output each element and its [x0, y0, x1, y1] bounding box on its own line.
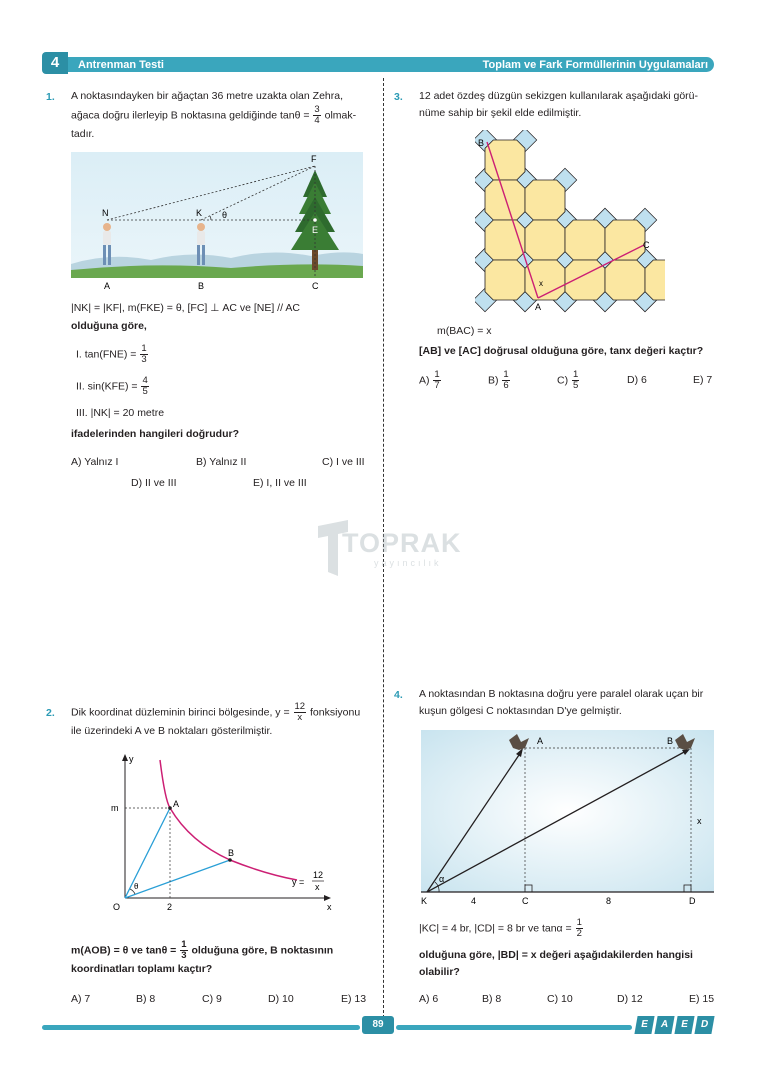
label-theta: θ: [222, 210, 228, 220]
octagon-tile: [485, 260, 525, 300]
label-n: N: [102, 208, 109, 218]
q2-option-b[interactable]: B) 8: [136, 993, 156, 1005]
label-y: y: [129, 754, 134, 764]
label-a: A: [535, 302, 542, 312]
q3-option-d[interactable]: D) 6: [627, 374, 647, 386]
label-o: O: [113, 902, 121, 912]
q3-number: 3.: [394, 91, 403, 103]
q3-question: [AB] ve [AC] doğrusal olduğuna göre, tanx değeri kaçtır?: [419, 345, 704, 357]
octagon-tile: [565, 260, 605, 300]
q1-option-c[interactable]: C) I ve III: [322, 456, 365, 468]
q1-option-b[interactable]: B) Yalnız II: [196, 456, 247, 468]
q1-given: |NK| = |KF|, m(FKE) = θ, [FC] ⊥ AC ve [NE] // AC: [71, 302, 300, 314]
label-e: E: [312, 225, 319, 235]
label-b: B: [198, 281, 205, 291]
footer-line-right: [396, 1025, 632, 1030]
answer-key-4: D: [694, 1016, 714, 1034]
octagon-tile: [525, 220, 565, 260]
y-axis-arrow-icon: [122, 754, 128, 761]
q2-question: m(AOB) = θ ve tanθ = $\frac{1}{3}$ olduğuna göre, B noktasının koordinatları toplamı kaçtır?: [71, 939, 334, 975]
q1-text-line1: A noktasındayken bir ağaçtan 36 metre uzakta olan Zehra,: [71, 90, 344, 102]
q2-text: Dik koordinat düzleminin birinci bölgesinde, y = $\frac{12}{x}$ fonksiyonu ile üzerindeki A ve B noktaları gösterilmiştir.: [71, 701, 361, 737]
label-four: 4: [471, 896, 477, 906]
q1-statement-1: I. tan(FNE) = $\frac{1}{3}$: [76, 343, 147, 365]
q1-option-a[interactable]: A) Yalnız I: [71, 456, 119, 468]
function-numerator: 12: [313, 870, 324, 880]
publisher-watermark: TOPRAK yayıncılık: [316, 518, 476, 578]
label-d: D: [689, 896, 696, 906]
answer-key-1: E: [634, 1016, 654, 1034]
label-k: K: [421, 896, 428, 906]
q4-number: 4.: [394, 689, 403, 701]
q2-option-a[interactable]: A) 7: [71, 993, 91, 1005]
q1-figure: [71, 152, 363, 292]
label-x: x: [697, 816, 702, 826]
x-axis-arrow-icon: [324, 895, 331, 901]
q2-figure: [105, 750, 345, 915]
q1-option-e[interactable]: E) I, II ve III: [253, 477, 307, 489]
label-b: B: [667, 736, 674, 746]
label-c: C: [312, 281, 319, 291]
label-eight: 8: [606, 896, 612, 906]
label-x: x: [327, 902, 332, 912]
point-a: [168, 806, 172, 810]
q4-option-b[interactable]: B) 8: [482, 993, 502, 1005]
label-c: C: [522, 896, 529, 906]
label-a: A: [537, 736, 544, 746]
page-number: 89: [362, 1016, 394, 1034]
label-a: A: [104, 281, 111, 291]
octagon-tile: [525, 180, 565, 220]
label-x: x: [539, 279, 543, 288]
test-number: 4: [42, 52, 68, 74]
q3-option-a[interactable]: A) $\frac{1}{7}$: [419, 369, 440, 391]
q1-statement-3: III. |NK| = 20 metre: [76, 407, 165, 419]
q1-option-d[interactable]: D) II ve III: [131, 477, 177, 489]
q1-text-line2: ağaca doğru ilerleyip B noktasına geldiğinde tanθ = $\frac{3}{4}$ olmak-: [71, 104, 357, 126]
q3-given: m(BAC) = x: [437, 325, 492, 337]
q4-option-d[interactable]: D) 12: [617, 993, 643, 1005]
test-title: Antrenman Testi: [78, 59, 164, 71]
label-c: C: [643, 240, 650, 250]
q2-option-e[interactable]: E) 13: [341, 993, 367, 1005]
q1-number: 1.: [46, 91, 55, 103]
q1-given-bold: olduğuna göre,: [71, 320, 147, 332]
page-header: [42, 52, 714, 74]
answer-key-2: A: [654, 1016, 674, 1034]
label-k: K: [196, 208, 203, 218]
q4-sky: [421, 730, 714, 892]
q1-question: ifadelerinden hangileri doğrudur?: [71, 428, 240, 440]
q4-option-a[interactable]: A) 6: [419, 993, 439, 1005]
octagon-tile: [565, 220, 605, 260]
label-m: m: [111, 803, 119, 813]
q1-text: [71, 88, 371, 143]
q4-question: olduğuna göre, |BD| = x değeri aşağıdakilerden hangisi olabilir?: [419, 949, 693, 978]
label-a: A: [173, 799, 180, 809]
label-alpha: α: [439, 874, 445, 884]
q1-point-e: [313, 218, 317, 222]
q4-text: A noktasından B noktasına doğru yere paralel olarak uçan bir kuşun gölgesi C noktasından D'ye gelmiştir.: [419, 688, 704, 717]
q4-figure: [421, 730, 714, 906]
q1-fraction: $\frac{3}{4}$: [314, 104, 320, 126]
point-b: [228, 858, 232, 862]
q4-option-c[interactable]: C) 10: [547, 993, 573, 1005]
q3-figure: [475, 130, 665, 315]
q1-statement-2: II. sin(KFE) = $\frac{4}{5}$: [76, 375, 148, 397]
octagon-tiling: [475, 130, 665, 312]
label-two: 2: [167, 902, 173, 912]
q3-text: 12 adet özdeş düzgün sekizgen kullanılarak aşağıdaki görü- nüme sahip bir şekil elde edilmiştir.: [419, 90, 699, 119]
octagon-tile: [645, 260, 665, 300]
q2-option-c[interactable]: C) 9: [202, 993, 222, 1005]
function-denominator: x: [315, 882, 320, 892]
label-f: F: [311, 154, 317, 164]
hyperbola-curve: [160, 760, 297, 880]
label-theta: θ: [134, 882, 139, 891]
label-b: B: [478, 138, 485, 148]
answer-key-3: E: [674, 1016, 694, 1034]
q3-option-e[interactable]: E) 7: [693, 374, 713, 386]
q1-text-line3: tadır.: [71, 128, 95, 140]
label-b: B: [228, 848, 235, 858]
q3-option-b[interactable]: B) $\frac{1}{6}$: [488, 369, 509, 391]
topic-title: Toplam ve Fark Formüllerinin Uygulamaları: [482, 59, 708, 71]
q2-number: 2.: [46, 707, 55, 719]
q2-option-d[interactable]: D) 10: [268, 993, 294, 1005]
q3-option-c[interactable]: C) $\frac{1}{5}$: [557, 369, 579, 391]
octagon-tile: [605, 260, 645, 300]
octagon-tile: [485, 180, 525, 220]
function-label: y =: [292, 877, 305, 887]
footer-line-left: [42, 1025, 360, 1030]
q4-option-e[interactable]: E) 15: [689, 993, 715, 1005]
octagon-tile: [485, 140, 525, 180]
q4-given: |KC| = 4 br, |CD| = 8 br ve tanα = $\frac{1}{2}$: [419, 917, 582, 939]
